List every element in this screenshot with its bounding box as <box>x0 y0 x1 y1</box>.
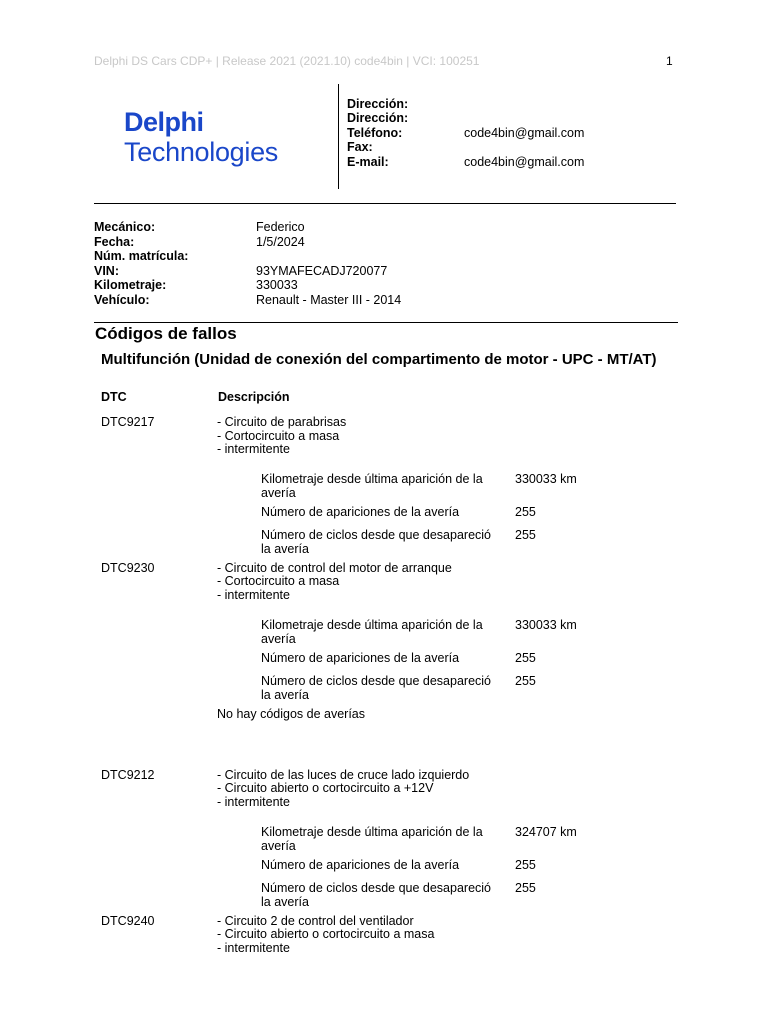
date-label: Fecha: <box>94 235 135 249</box>
vehicle-value: Renault - Master III - 2014 <box>256 293 402 307</box>
param-value: 330033 km <box>515 618 577 632</box>
param-label: Kilometraje desde última aparición de la <box>261 472 483 486</box>
param-label: la avería <box>261 895 309 909</box>
page-number: 1 <box>666 54 673 68</box>
header-rule <box>94 203 676 204</box>
fault-desc-line: - Cortocircuito a masa <box>217 574 340 588</box>
param-label: la avería <box>261 688 309 702</box>
mileage-value: 330033 <box>256 278 298 292</box>
no-codes-text: No hay códigos de averías <box>217 707 366 721</box>
fault-code: DTC9230 <box>101 561 155 575</box>
param-value: 330033 km <box>515 472 577 486</box>
module-title: Multifunción (Unidad de conexión del compartimento de motor - UPC - MT/AT) <box>101 351 657 368</box>
contact-phone-value: code4bin@gmail.com <box>464 126 585 140</box>
fault-desc-line: - Circuito de las luces de cruce lado izquierdo <box>217 768 470 782</box>
param-label: avería <box>261 839 296 853</box>
param-label: Número de ciclos desde que desapareció <box>261 881 491 895</box>
contact-fax-label: Fax: <box>347 140 373 154</box>
param-label: Número de ciclos desde que desapareció <box>261 674 491 688</box>
vehicle-label: Vehículo: <box>94 293 150 307</box>
contact-address2-label: Dirección: <box>347 111 409 125</box>
param-label: avería <box>261 632 296 646</box>
section-title: Códigos de fallos <box>95 324 237 343</box>
fault-desc-line: - intermitente <box>217 442 290 456</box>
col-header-description: Descripción <box>218 390 290 404</box>
param-label: Número de ciclos desde que desapareció <box>261 528 491 542</box>
fault-desc-line: - Circuito abierto o cortocircuito a +12V <box>217 781 434 795</box>
fault-code: DTC9240 <box>101 914 155 928</box>
fault-desc-line: - Circuito 2 de control del ventilador <box>217 914 414 928</box>
mileage-label: Kilometraje: <box>94 278 167 292</box>
header-top-line: Delphi DS Cars CDP+ | Release 2021 (2021.10) code4bin | VCI: 100251 <box>94 54 480 68</box>
fault-desc-line: - intermitente <box>217 795 290 809</box>
logo-line-1: Delphi <box>124 107 204 137</box>
param-value: 255 <box>515 528 536 542</box>
plate-label: Núm. matrícula: <box>94 249 189 263</box>
header-divider <box>338 84 339 189</box>
fault-desc-line: - Circuito de parabrisas <box>217 415 347 429</box>
contact-phone-label: Teléfono: <box>347 126 403 140</box>
fault-desc-line: - intermitente <box>217 941 290 955</box>
param-label: Kilometraje desde última aparición de la <box>261 825 483 839</box>
fault-desc-line: - Circuito abierto o cortocircuito a masa <box>217 927 435 941</box>
col-header-dtc: DTC <box>101 390 127 404</box>
param-value: 255 <box>515 881 536 895</box>
fault-desc-line: - Circuito de control del motor de arranque <box>217 561 452 575</box>
param-value: 255 <box>515 651 536 665</box>
fault-desc-line: - intermitente <box>217 588 290 602</box>
mechanic-value: Federico <box>256 220 305 234</box>
param-value: 255 <box>515 505 536 519</box>
param-label: Número de apariciones de la avería <box>261 651 460 665</box>
vin-label: VIN: <box>94 264 119 278</box>
param-label: Número de apariciones de la avería <box>261 858 460 872</box>
mechanic-label: Mecánico: <box>94 220 156 234</box>
param-value: 255 <box>515 858 536 872</box>
param-label: avería <box>261 486 296 500</box>
param-value: 324707 km <box>515 825 577 839</box>
fault-code: DTC9212 <box>101 768 155 782</box>
date-value: 1/5/2024 <box>256 235 305 249</box>
param-value: 255 <box>515 674 536 688</box>
section-rule <box>94 322 678 323</box>
param-label: la avería <box>261 542 309 556</box>
param-label: Kilometraje desde última aparición de la <box>261 618 483 632</box>
fault-code: DTC9217 <box>101 415 155 429</box>
contact-email-label: E-mail: <box>347 155 389 169</box>
logo-line-2: Technologies <box>124 137 279 167</box>
vin-value: 93YMAFECADJ720077 <box>256 264 388 278</box>
fault-desc-line: - Cortocircuito a masa <box>217 429 340 443</box>
param-label: Número de apariciones de la avería <box>261 505 460 519</box>
contact-address-label: Dirección: <box>347 97 409 111</box>
contact-email-value: code4bin@gmail.com <box>464 155 585 169</box>
